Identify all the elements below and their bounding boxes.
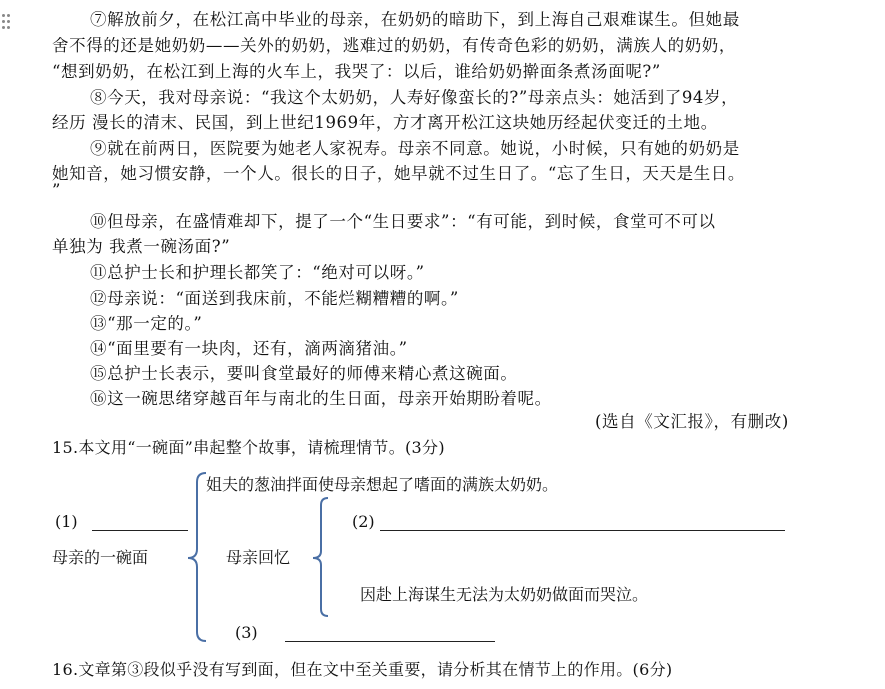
paragraph-16: ⑯这一碗思绪穿越百年与南北的生日面，母亲开始期盼着呢。 [90,389,552,408]
paragraph-8-line-1: ⑧今天，我对母亲说：“我这个太奶奶，人寿好像蛮长的?”母亲点头：她活到了94岁， [90,88,739,107]
answer-blank-1[interactable] [92,530,188,531]
diagram-mid-label: 母亲回忆 [226,548,291,567]
paragraph-9-line-2: 她知音，她习惯安静，一个人。很长的日子，她早就不过生日了。“忘了生日，天天是生日。 [52,164,746,183]
diagram-bottom-text: 因赴上海谋生无法为太奶奶做面而哭泣。 [360,585,649,604]
paragraph-10-line-2: 单独为 我煮一碗汤面?” [52,237,231,256]
source-citation: (选自《文汇报》，有删改) [595,412,789,431]
paragraph-14: ⑭“面里要有一块肉，还有，滴两滴猪油。” [90,339,408,358]
question-15: 15.本文用“一碗面”串起整个故事，请梳理情节。(3分) [52,438,445,457]
paragraph-7-line-1: ⑦解放前夕，在松江高中毕业的母亲，在奶奶的暗助下，到上海自己艰难谋生。但她最 [90,10,740,29]
paragraph-12: ⑫母亲说：“面送到我床前，不能烂糊糟糟的啊。” [90,289,459,308]
paragraph-7-line-2: 舍不得的还是她奶奶——关外的奶奶，逃难过的奶奶，有传奇色彩的奶奶，满族人的奶奶， [52,36,736,55]
answer-blank-2[interactable] [380,530,785,531]
answer-blank-3[interactable] [285,641,495,642]
drag-handle-icon[interactable] [2,14,12,36]
outer-brace-icon [176,470,216,650]
paragraph-9-line-3: ” [52,181,62,200]
question-16: 16.文章第③段似乎没有写到面，但在文中至关重要，请分析其在情节上的作用。(6分) [52,660,673,679]
diagram-root-label: 母亲的一碗面 [52,548,149,567]
inner-brace-icon [302,495,336,625]
paragraph-8-line-2: 经历 漫长的清末、民国，到上世纪1969年，方才离开松江这块她历经起伏变迁的土地。 [52,113,718,132]
blank-1-label: (1) [55,512,78,531]
paragraph-15: ⑮总护士长表示，要叫食堂最好的师傅来精心煮这碗面。 [90,364,518,383]
paragraph-13: ⑬“那一定的。” [90,314,203,333]
paragraph-11: ⑪总护士长和护理长都笑了：“绝对可以呀。” [90,263,425,282]
blank-3-label: (3) [235,623,258,642]
paragraph-9-line-1: ⑨就在前两日，医院要为她老人家祝寿。母亲不同意。她说，小时候，只有她的奶奶是 [90,139,740,158]
blank-2-label: (2) [352,512,375,531]
diagram-top-text: 姐夫的葱油拌面使母亲想起了嗜面的满族太奶奶。 [206,475,559,494]
paragraph-10-line-1: ⑩但母亲，在盛情难却下，提了一个“生日要求”：“有可能，到时候，食堂可不可以 [90,212,716,231]
paragraph-7-line-3: “想到奶奶，在松江到上海的火车上，我哭了：以后，谁给奶奶擀面条煮汤面呢?” [52,62,661,81]
